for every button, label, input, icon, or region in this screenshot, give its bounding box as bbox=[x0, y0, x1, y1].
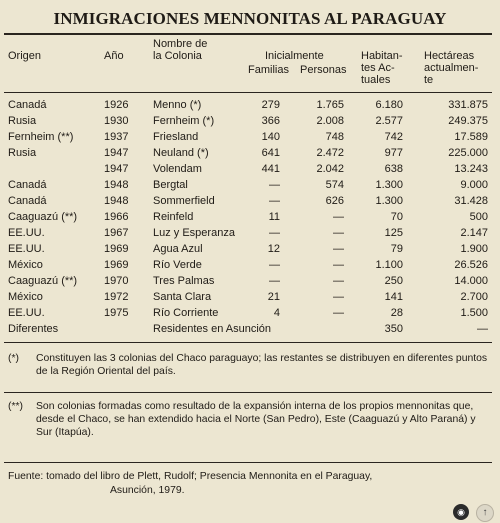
header-personas: Personas bbox=[300, 64, 347, 76]
footnote-double-star bbox=[8, 400, 488, 460]
cell-colonia: Fernheim (*) bbox=[153, 115, 215, 127]
scroll-up-icon[interactable]: ↑ bbox=[476, 504, 494, 522]
cell-familias: 366 bbox=[261, 115, 280, 127]
cell-hectareas: 14.000 bbox=[454, 275, 488, 287]
cell-anio: 1975 bbox=[104, 307, 129, 319]
cell-hectareas: 1.500 bbox=[460, 307, 488, 319]
cell-origen: México bbox=[8, 291, 43, 303]
cell-anio: 1937 bbox=[104, 131, 129, 143]
cell-origen: Caaguazú (**) bbox=[8, 211, 78, 223]
cell-hectareas: 2.700 bbox=[460, 291, 488, 303]
cell-familias: — bbox=[269, 227, 280, 239]
cell-anio: 1947 bbox=[104, 163, 129, 175]
footnote-mark: (*) bbox=[8, 353, 19, 364]
cell-colonia: Tres Palmas bbox=[153, 275, 215, 287]
cell-habitantes: 1.300 bbox=[375, 179, 403, 191]
cell-hectareas: 26.526 bbox=[454, 259, 488, 271]
cell-origen: Caaguazú (**) bbox=[8, 275, 78, 287]
source-line-1: Fuente: tomado del libro de Plett, Rudolf; Presencia Mennonita en el Paraguay, bbox=[8, 471, 373, 482]
notes-rule bbox=[4, 392, 492, 393]
cell-origen: EE.UU. bbox=[8, 307, 45, 319]
cell-personas: — bbox=[333, 211, 344, 223]
cell-hectareas: 331.875 bbox=[448, 99, 488, 111]
cell-anio: 1970 bbox=[104, 275, 129, 287]
cell-colonia: Neuland (*) bbox=[153, 147, 209, 159]
cell-anio: 1948 bbox=[104, 179, 129, 191]
cell-personas: 574 bbox=[325, 179, 344, 191]
cell-personas: — bbox=[333, 259, 344, 271]
cell-origen: Diferentes bbox=[8, 323, 59, 335]
cell-origen: EE.UU. bbox=[8, 243, 45, 255]
cell-familias: 4 bbox=[273, 307, 280, 319]
cell-habitantes: 2.577 bbox=[375, 115, 403, 127]
cell-origen: Canadá bbox=[8, 195, 47, 207]
cell-personas: — bbox=[333, 291, 344, 303]
cell-colonia: Friesland bbox=[153, 131, 199, 143]
header-habitantes-2: tes Ac- bbox=[361, 62, 395, 74]
cell-colonia: Luz y Esperanza bbox=[153, 227, 235, 239]
header-habitantes-3: tuales bbox=[361, 74, 391, 86]
cell-personas: — bbox=[333, 275, 344, 287]
cell-origen: Canadá bbox=[8, 99, 47, 111]
record-badge-icon[interactable]: ◉ bbox=[453, 504, 469, 520]
cell-familias: 279 bbox=[261, 99, 280, 111]
cell-familias: 11 bbox=[268, 211, 280, 223]
cell-colonia: Menno (*) bbox=[153, 99, 202, 111]
source-line-2: Asunción, 1979. bbox=[110, 485, 185, 496]
cell-habitantes: 125 bbox=[384, 227, 403, 239]
cell-anio: 1967 bbox=[104, 227, 129, 239]
header-familias: Familias bbox=[248, 64, 289, 76]
cell-familias: 21 bbox=[267, 291, 280, 303]
cell-personas: 2.472 bbox=[316, 147, 344, 159]
table-bottom-rule bbox=[4, 342, 492, 343]
header-hectareas-3: te bbox=[424, 74, 434, 86]
header-origen: Origen bbox=[8, 50, 42, 62]
cell-habitantes: 28 bbox=[390, 307, 403, 319]
cell-habitantes: 70 bbox=[390, 211, 403, 223]
cell-hectareas: — bbox=[477, 323, 488, 335]
cell-personas: — bbox=[333, 307, 344, 319]
cell-habitantes: 141 bbox=[384, 291, 403, 303]
cell-familias: — bbox=[269, 275, 280, 287]
cell-familias: 140 bbox=[261, 131, 280, 143]
cell-personas: 1.765 bbox=[316, 99, 344, 111]
cell-anio: 1926 bbox=[104, 99, 129, 111]
cell-familias: 641 bbox=[261, 147, 280, 159]
cell-colonia: Río Verde bbox=[153, 259, 202, 271]
cell-origen: México bbox=[8, 259, 43, 271]
cell-hectareas: 2.147 bbox=[460, 227, 488, 239]
source-rule bbox=[4, 462, 492, 463]
cell-habitantes: 250 bbox=[384, 275, 403, 287]
cell-hectareas: 225.000 bbox=[448, 147, 488, 159]
cell-anio: 1947 bbox=[104, 147, 129, 159]
cell-origen: Canadá bbox=[8, 179, 47, 191]
cell-familias: — bbox=[269, 179, 280, 191]
cell-personas: — bbox=[333, 243, 344, 255]
cell-origen: Fernheim (**) bbox=[8, 131, 74, 143]
cell-personas: 2.008 bbox=[316, 115, 344, 127]
cell-familias: 12 bbox=[267, 243, 280, 255]
cell-hectareas: 500 bbox=[469, 211, 488, 223]
cell-personas: 626 bbox=[325, 195, 344, 207]
cell-anio: 1969 bbox=[104, 243, 129, 255]
cell-habitantes: 6.180 bbox=[375, 99, 403, 111]
footnote-text: Constituyen las 3 colonias del Chaco paraguayo; las restantes se distribuyen en diferentes puntos de la Región Oriental del país. bbox=[36, 353, 488, 377]
cell-origen: Rusia bbox=[8, 115, 37, 127]
cell-anio: 1966 bbox=[104, 211, 129, 223]
cell-origen: Rusia bbox=[8, 147, 37, 159]
header-hectareas-2: actualmen- bbox=[424, 62, 479, 74]
cell-familias: 441 bbox=[261, 163, 280, 175]
header-habitantes-1: Habitan- bbox=[361, 50, 403, 62]
cell-anio: 1972 bbox=[104, 291, 129, 303]
cell-anio: 1930 bbox=[104, 115, 129, 127]
cell-anio: 1948 bbox=[104, 195, 129, 207]
cell-hectareas: 1.900 bbox=[460, 243, 488, 255]
footnote-single-star bbox=[8, 352, 488, 380]
cell-hectareas: 17.589 bbox=[454, 131, 488, 143]
header-rule bbox=[4, 92, 492, 93]
footnote-mark: (**) bbox=[8, 401, 24, 412]
cell-colonia: Bergtal bbox=[153, 179, 188, 191]
cell-colonia: Volendam bbox=[153, 163, 202, 175]
header-inicialmente: Inicialmente bbox=[265, 50, 324, 62]
cell-habitantes: 79 bbox=[390, 243, 403, 255]
title-rule bbox=[4, 33, 492, 35]
cell-familias: — bbox=[269, 259, 280, 271]
header-colonia-1: Nombre de bbox=[153, 38, 208, 50]
cell-colonia: Sommerfield bbox=[153, 195, 215, 207]
cell-habitantes: 1.100 bbox=[375, 259, 403, 271]
cell-hectareas: 249.375 bbox=[448, 115, 488, 127]
footnote-text: Son colonias formadas como resultado de la expansión interna de los propios mennonitas que, desde el Chaco, se han extendido hacia el Norte (San Pedro), Este (Caaguazú y Alto Paraná) y Sur (Itapúa). bbox=[36, 401, 476, 438]
cell-hectareas: 13.243 bbox=[454, 163, 488, 175]
cell-personas: 2.042 bbox=[316, 163, 344, 175]
cell-colonia: Agua Azul bbox=[153, 243, 203, 255]
cell-anio: 1969 bbox=[104, 259, 129, 271]
cell-personas: — bbox=[333, 227, 344, 239]
cell-habitantes: 977 bbox=[384, 147, 403, 159]
header-hectareas-1: Hectáreas bbox=[424, 50, 475, 62]
header-colonia-2: la Colonia bbox=[153, 50, 202, 62]
cell-colonia: Río Corriente bbox=[153, 307, 219, 319]
page-title: INMIGRACIONES MENNONITAS AL PARAGUAY bbox=[53, 9, 447, 28]
cell-hectareas: 31.428 bbox=[454, 195, 488, 207]
cell-habitantes: 638 bbox=[384, 163, 403, 175]
cell-origen: EE.UU. bbox=[8, 227, 45, 239]
cell-colonia: Reinfeld bbox=[153, 211, 194, 223]
cell-habitantes: 742 bbox=[384, 131, 403, 143]
cell-hectareas: 9.000 bbox=[460, 179, 488, 191]
header-anio: Año bbox=[104, 50, 124, 62]
cell-habitantes: 1.300 bbox=[375, 195, 403, 207]
cell-personas: 748 bbox=[325, 131, 344, 143]
cell-colonia: Santa Clara bbox=[153, 291, 212, 303]
cell-colonia: Residentes en Asunción bbox=[153, 323, 272, 335]
cell-familias: — bbox=[269, 195, 280, 207]
cell-habitantes: 350 bbox=[384, 323, 403, 335]
